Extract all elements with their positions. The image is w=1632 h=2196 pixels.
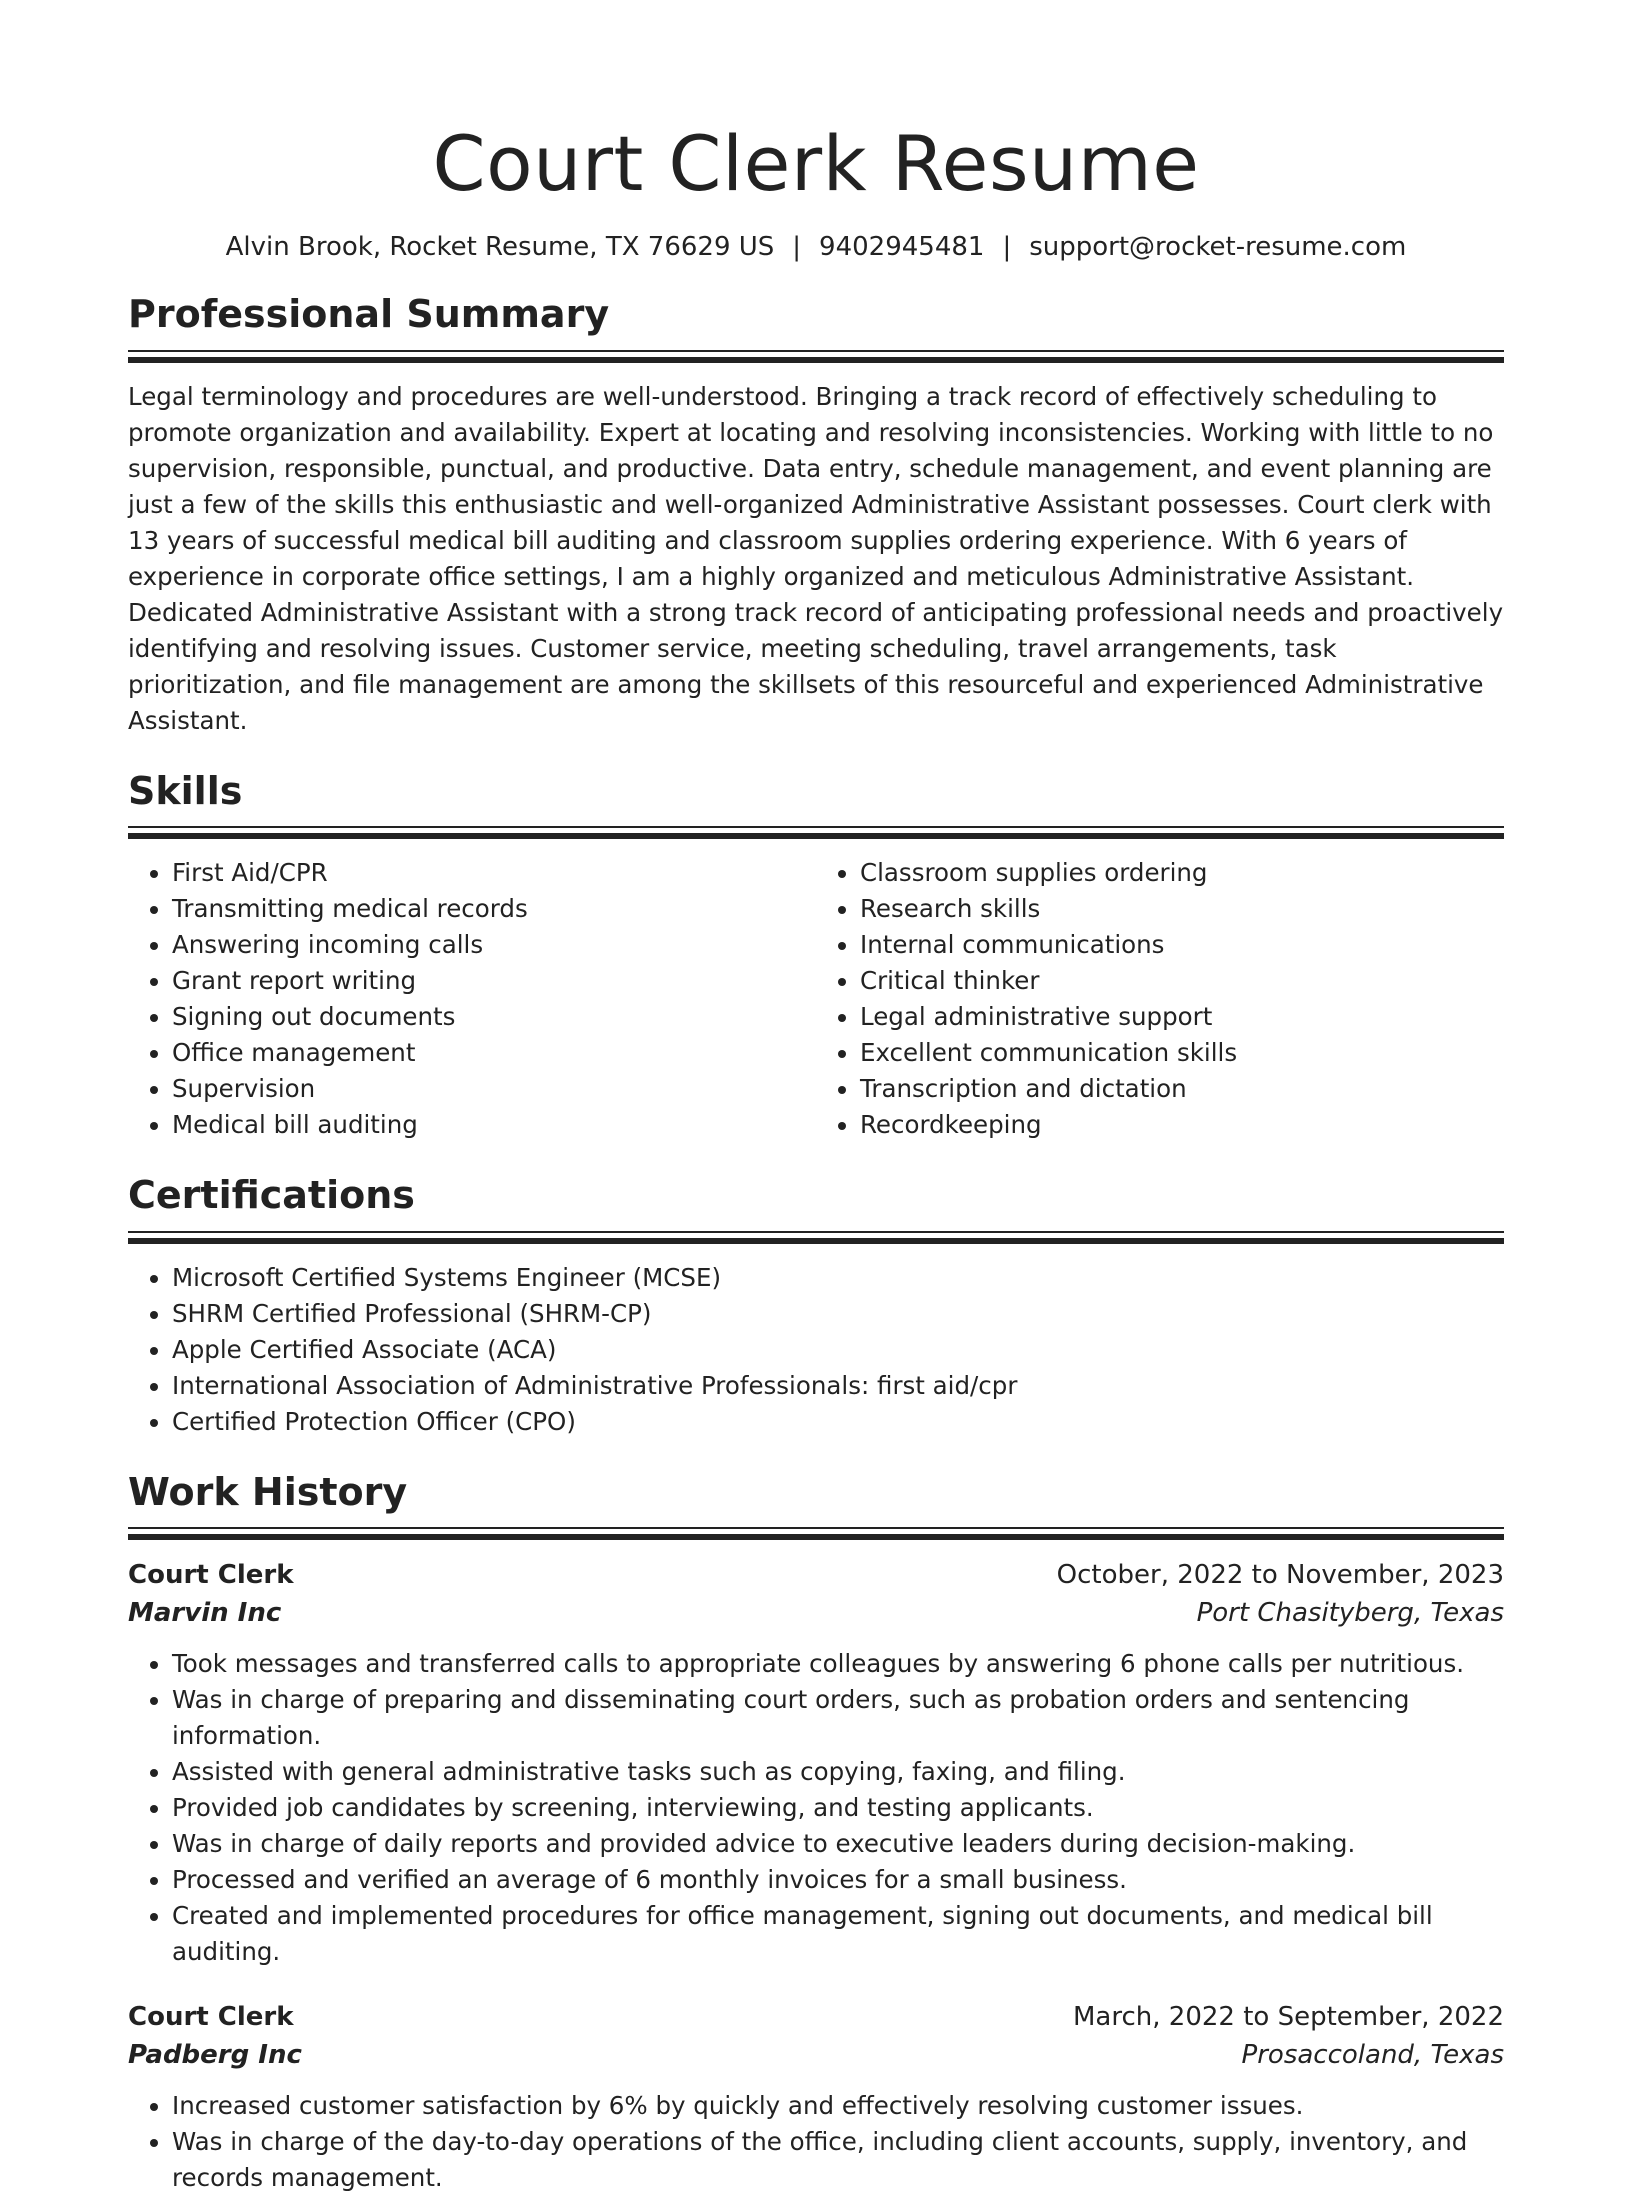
contact-address: Alvin Brook, Rocket Resume, TX 76629 US	[225, 232, 775, 262]
skill-item: • Office management	[172, 1035, 816, 1071]
job-bullets	[128, 2088, 1504, 2196]
section-professional-summary	[128, 292, 1504, 739]
skill-item: • First Aid/CPR	[172, 855, 816, 891]
job-location: Port Chasityberg, Texas	[1196, 1598, 1504, 1629]
contact-email: support@rocket-resume.com	[1029, 232, 1407, 262]
job-company: Marvin Inc	[128, 1598, 282, 1629]
job-bullet: • Was in charge of the day-to-day operations of the office, including client accounts, supply, inventory, and records management.	[172, 2124, 1504, 2196]
certification-item: • International Association of Administrative Professionals: first aid/cpr	[172, 1368, 1504, 1404]
job-bullet: • Increased customer satisfaction by 6% by quickly and effectively resolving customer issues.	[172, 2088, 1504, 2124]
resume-title: Court Clerk Resume	[432, 119, 1200, 208]
job-company-row	[128, 1594, 1504, 1632]
section-heading: Work History	[128, 1469, 408, 1514]
skill-item: • Legal administrative support	[860, 999, 1504, 1035]
skill-item: • Excellent communication skills	[860, 1035, 1504, 1071]
job-dates: October, 2022 to November, 2023	[1056, 1560, 1504, 1591]
contact-separator: |	[792, 232, 802, 262]
skill-item: • Critical thinker	[860, 963, 1504, 999]
certification-item: • Apple Certified Associate (ACA)	[172, 1332, 1504, 1368]
skill-item: • Answering incoming calls	[172, 927, 816, 963]
job-entry	[128, 1556, 1504, 1970]
section-heading: Professional Summary	[128, 292, 610, 336]
summary-text: Legal terminology and procedures are well-understood. Bringing a track record of effectively scheduling to promote organization and availability. Expert at locating and resolving inconsistencies. Working with little to no supervision, responsible, punctual, and productive. Data entry, schedule management, and event planning are just a few of the skills this enthusiastic and well-organized Administrative Assistant possesses. Court clerk with 13 years of successful medical bill auditing and classroom supplies ordering experience. With 6 years of experience in corporate office settings, I am a highly organized and meticulous Administrative Assistant. Dedicated Administrative Assistant with a strong track record of anticipating professional needs and proactively identifying and resolving issues. Customer service, meeting scheduling, travel arrangements, task prioritization, and file management are among the skillsets of this resourceful and experienced Administrative Assistant.	[128, 381, 1504, 735]
job-entry	[128, 1998, 1504, 2196]
section-heading: Skills	[128, 768, 243, 813]
skill-item: • Transcription and dictation	[860, 1071, 1504, 1107]
contact-line	[128, 232, 1504, 262]
skill-item: • Research skills	[860, 891, 1504, 927]
skill-item: • Supervision	[172, 1071, 816, 1107]
certification-item: • Certified Protection Officer (CPO)	[172, 1404, 1504, 1440]
job-bullet: • Was in charge of preparing and disseminating court orders, such as probation orders and sentencing information.	[172, 1682, 1504, 1754]
skill-item: • Recordkeeping	[860, 1107, 1504, 1143]
skill-item: • Grant report writing	[172, 963, 816, 999]
skill-item: • Transmitting medical records	[172, 891, 816, 927]
section-divider	[128, 826, 1504, 839]
skills-list-right	[816, 855, 1504, 1143]
skills-columns	[128, 855, 1504, 1143]
job-bullet: • Assisted with general administrative tasks such as copying, faxing, and filing.	[172, 1754, 1504, 1790]
certifications-list	[128, 1260, 1504, 1440]
section-certifications	[128, 1173, 1504, 1440]
job-bullet: • Created and implemented procedures for office management, signing out documents, and medical bill auditing.	[172, 1898, 1504, 1970]
skill-item: • Signing out documents	[172, 999, 816, 1035]
skills-list-left	[128, 855, 816, 1143]
job-company: Padberg Inc	[128, 2040, 302, 2071]
job-location: Prosaccoland, Texas	[1241, 2040, 1504, 2071]
job-header-row	[128, 1998, 1504, 2036]
job-bullet: • Was in charge of daily reports and provided advice to executive leaders during decision-making.	[172, 1826, 1504, 1862]
certification-item: • Microsoft Certified Systems Engineer (MCSE)	[172, 1260, 1504, 1296]
job-header-row	[128, 1556, 1504, 1594]
job-bullet: • Took messages and transferred calls to appropriate colleagues by answering 6 phone calls per nutritious.	[172, 1646, 1504, 1682]
job-bullets	[128, 1646, 1504, 1970]
section-work-history	[128, 1470, 1504, 2196]
section-skills	[128, 769, 1504, 1144]
job-bullet: • Processed and verified an average of 6 monthly invoices for a small business.	[172, 1862, 1504, 1898]
section-divider	[128, 350, 1504, 363]
skill-item: • Internal communications	[860, 927, 1504, 963]
section-divider	[128, 1231, 1504, 1244]
contact-phone: 9402945481	[819, 232, 985, 262]
section-divider	[128, 1527, 1504, 1540]
job-bullet: • Provided job candidates by screening, interviewing, and testing applicants.	[172, 1790, 1504, 1826]
section-heading: Certifications	[128, 1173, 415, 1218]
skill-item: • Medical bill auditing	[172, 1107, 816, 1143]
job-company-row	[128, 2036, 1504, 2074]
job-dates: March, 2022 to September, 2022	[1073, 2002, 1504, 2033]
skill-item: • Classroom supplies ordering	[860, 855, 1504, 891]
job-title: Court Clerk	[128, 1560, 294, 1591]
job-title: Court Clerk	[128, 2002, 294, 2033]
certification-item: • SHRM Certified Professional (SHRM-CP)	[172, 1296, 1504, 1332]
contact-separator: |	[1002, 232, 1012, 262]
